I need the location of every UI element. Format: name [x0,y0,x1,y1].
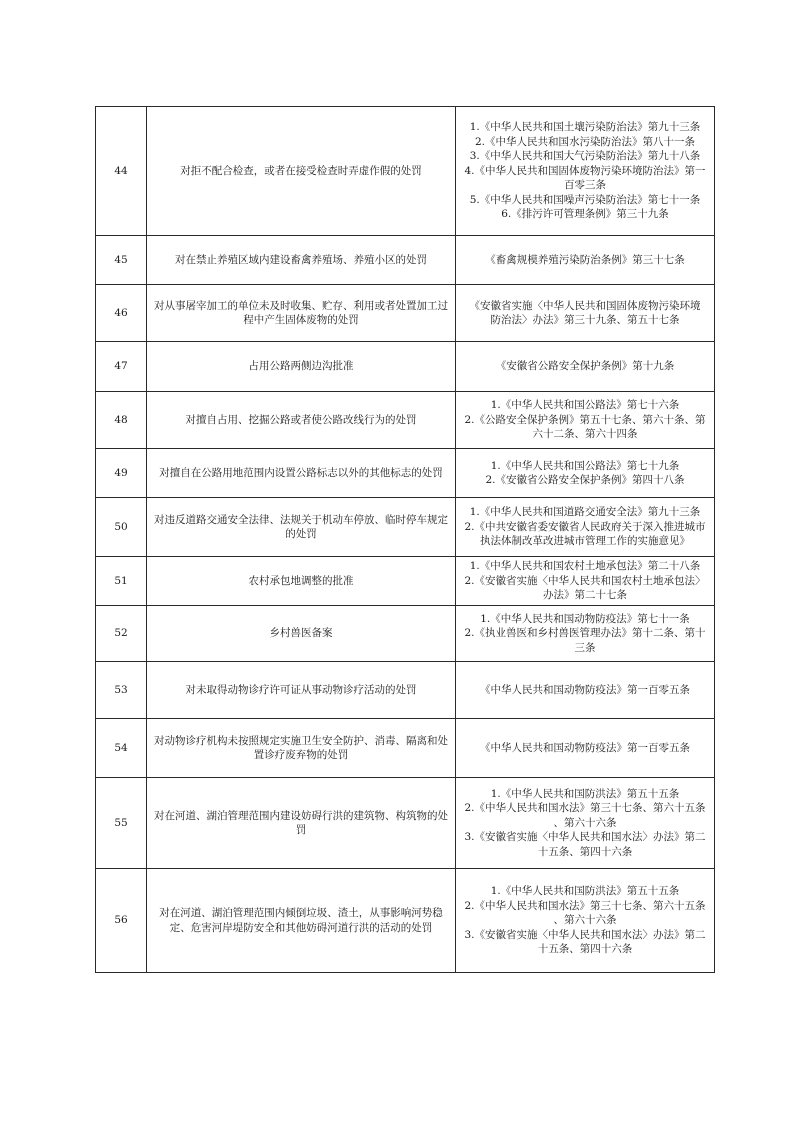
row-number: 55 [96,778,147,869]
legal-basis-line: 《中华人民共和国动物防疫法》第一百零五条 [480,741,690,754]
legal-basis-line: 2.《中共安徽省委安徽省人民政府关于深入推进城市 [464,520,706,533]
item-name: 农村承包地调整的批准 [147,557,456,606]
legal-basis [456,606,715,662]
legal-basis-line: 6.《排污许可管理条例》第三十九条 [501,208,669,221]
legal-basis-line: 3.《安徽省实施〈中华人民共和国水法〉办法》第二 [464,928,706,941]
legal-basis-line: 、第六十六条 [553,914,617,927]
row-number: 47 [96,342,147,392]
legal-basis-line: 三条 [574,641,596,654]
table-row [96,662,715,719]
legal-basis-line: 2.《中华人民共和国水法》第三十七条、第六十五条 [464,802,706,815]
legal-basis-line: 《安徽省实施〈中华人民共和国固体废物污染环境 [469,299,701,312]
table-row [96,107,715,236]
item-name: 对违反道路交通安全法律、法规关于机动车停放、临时停车规定的处罚 [147,498,456,557]
legal-basis [456,285,715,342]
item-name: 对在禁止养殖区域内建设畜禽养殖场、养殖小区的处罚 [147,236,456,285]
legal-basis-line: 1.《中华人民共和国道路交通安全法》第九十三条 [469,506,701,519]
item-name: 对从事屠宰加工的单位未及时收集、贮存、利用或者处置加工过程中产生固体废物的处罚 [147,285,456,342]
table-row [96,285,715,342]
table-row [96,392,715,449]
legal-basis-line: 《畜禽规模养殖污染防治条例》第三十七条 [485,253,685,266]
legal-basis-line: 、第六十六条 [553,816,617,829]
legal-basis-line: 3.《安徽省实施〈中华人民共和国水法〉办法》第二 [464,831,706,844]
item-name: 对动物诊疗机构未按照规定实施卫生安全防护、消毒、隔离和处置诊疗废弃物的处罚 [147,719,456,778]
row-number: 52 [96,606,147,662]
legal-basis-line: 2.《中华人民共和国水污染防治法》第八十一条 [474,135,696,148]
legal-basis-line: 办法》第二十七条 [543,589,627,602]
legal-basis-line: 十五条、第四十六条 [537,845,633,858]
row-number: 48 [96,392,147,449]
table-row [96,719,715,778]
legal-basis-line: 十五条、第四十六条 [537,943,633,956]
item-name: 乡村兽医备案 [147,606,456,662]
legal-basis [456,778,715,869]
legal-basis [456,392,715,449]
table-row [96,449,715,498]
legal-basis-line: 1.《中华人民共和国农村土地承包法》第二十八条 [469,560,701,573]
legal-basis [456,869,715,973]
legal-basis-line: 执法体制改革改进城市管理工作的实施意见》 [480,535,690,548]
legal-basis-line: 1.《中华人民共和国公路法》第七十九条 [490,459,680,472]
legal-basis [456,719,715,778]
item-name: 对拒不配合检查，或者在接受检查时弄虚作假的处罚 [147,107,456,236]
legal-basis-line: 3.《中华人民共和国大气污染防治法》第九十八条 [469,150,701,163]
legal-basis-line: 2.《执业兽医和乡村兽医管理办法》第十二条、第十 [464,627,706,640]
row-number: 44 [96,107,147,236]
table-row [96,778,715,869]
legal-basis-line: 2.《安徽省实施〈中华人民共和国农村土地承包法〉 [464,574,706,587]
legal-basis-line: 《中华人民共和国动物防疫法》第一百零五条 [480,683,690,696]
legal-basis [456,449,715,498]
table-row [96,869,715,973]
legal-basis-line: 1.《中华人民共和国防洪法》第五十五条 [490,885,680,898]
item-name: 对在河道、湖泊管理范围内建设妨碍行洪的建筑物、构筑物的处罚 [147,778,456,869]
item-name: 对擅自在公路用地范围内设置公路标志以外的其他标志的处罚 [147,449,456,498]
legal-basis-line: 2.《公路安全保护条例》第五十七条、第六十条、第 [464,413,706,426]
row-number: 50 [96,498,147,557]
table-row [96,606,715,662]
legal-basis-line: 防治法〉办法》第三十九条、第五十七条 [490,314,680,326]
row-number: 46 [96,285,147,342]
legal-basis-line: 2.《安徽省公路安全保护条例》第四十八条 [485,474,685,486]
item-name: 对在河道、湖泊管理范围内倾倒垃圾、渣土，从事影响河势稳定、危害河岸堤防安全和其他妨碍河道行洪的活动的处罚 [147,869,456,973]
row-number: 56 [96,869,147,973]
legal-basis-line: 百零三条 [564,179,606,192]
legal-basis-line: 4.《中华人民共和国固体废物污染环境防治法》第一 [464,164,706,177]
row-number: 49 [96,449,147,498]
legal-basis-line: 5.《中华人民共和国噪声污染防治法》第七十一条 [469,193,701,206]
legal-basis [456,662,715,719]
legal-basis-line: 2.《中华人民共和国水法》第三十七条、第六十五条 [464,899,706,912]
legal-basis-line: 1.《中华人民共和国土壤污染防治法》第九十三条 [469,121,701,134]
legal-basis-line: 1.《中华人民共和国公路法》第七十六条 [490,399,680,412]
legal-basis-line: 1.《中华人民共和国动物防疫法》第七十一条 [480,612,690,625]
legal-basis [456,107,715,236]
row-number: 45 [96,236,147,285]
legal-basis-line: 1.《中华人民共和国防洪法》第五十五条 [490,787,680,800]
authority-table [95,106,715,973]
row-number: 54 [96,719,147,778]
item-name: 占用公路两侧边沟批准 [147,342,456,392]
legal-basis-line: 六十二条、第六十四条 [532,428,638,441]
table-body [96,107,715,973]
table-row [96,236,715,285]
row-number: 51 [96,557,147,606]
legal-basis-line: 《安徽省公路安全保护条例》第十九条 [495,360,675,373]
legal-basis [456,557,715,606]
item-name: 对擅自占用、挖掘公路或者使公路改线行为的处罚 [147,392,456,449]
legal-basis [456,498,715,557]
legal-basis [456,342,715,392]
table-row [96,557,715,606]
item-name: 对未取得动物诊疗许可证从事动物诊疗活动的处罚 [147,662,456,719]
table-row [96,498,715,557]
row-number: 53 [96,662,147,719]
legal-basis [456,236,715,285]
table-row [96,342,715,392]
